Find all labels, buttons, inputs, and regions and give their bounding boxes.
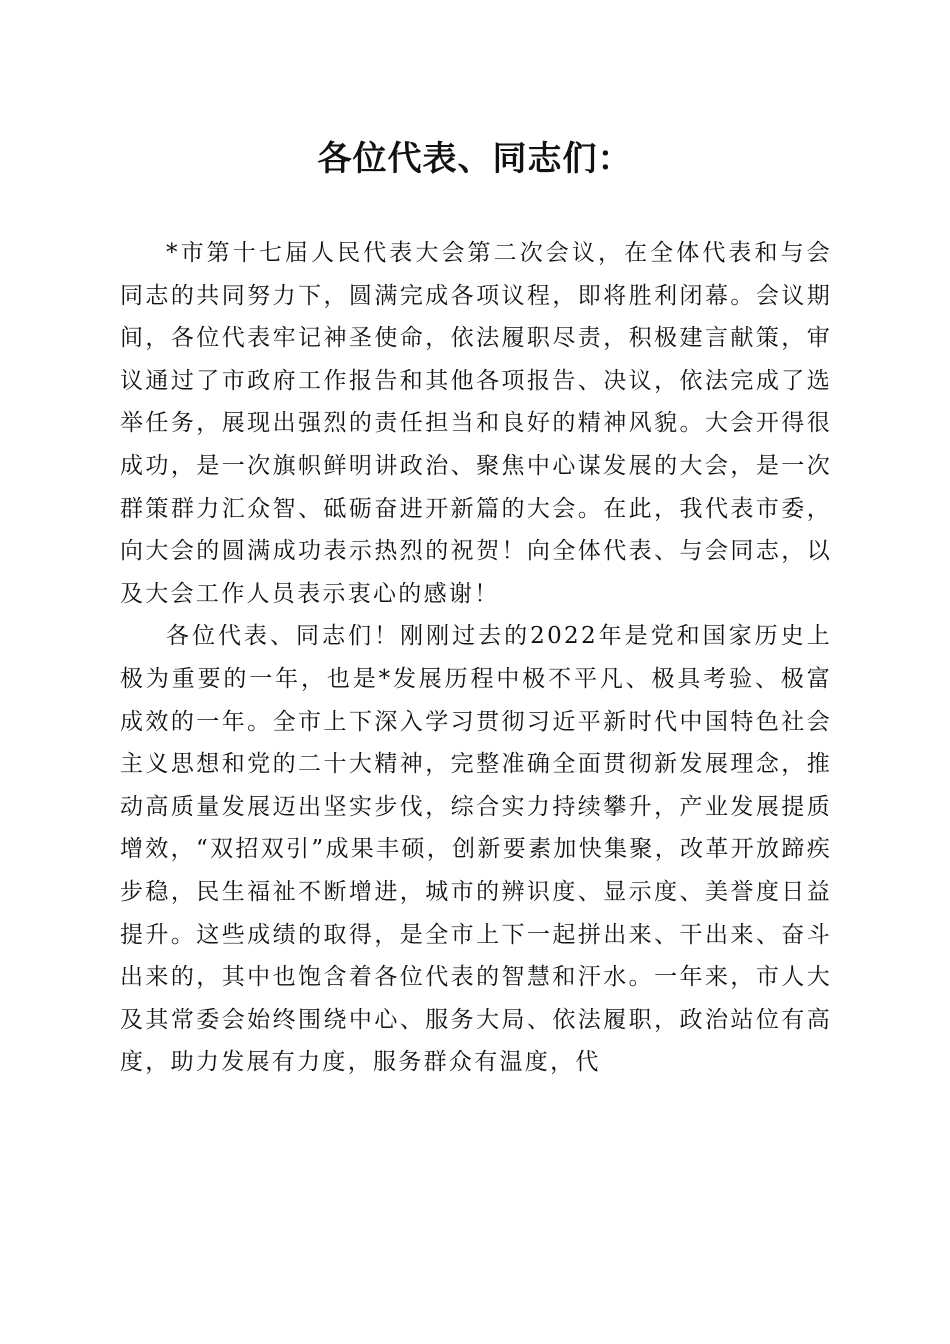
paragraph-2: 各位代表、同志们！刚刚过去的2022年是党和国家历史上极为重要的一年，也是*发展历程中极不平凡、极具考验、极富成效的一年。全市上下深入学习贯彻习近平新时代中国特色社会主义思想和党的二十大精神，完整准确全面贯彻新发展理念，推动高质量发展迈出坚实步伐，综合实力持续攀升，产业发展提质增效，“双招双引”成果丰硕，创新要素加快集聚，改革开放蹄疾步稳，民生福祉不断增进，城市的辨识度、显示度、美誉度日益提升。这些成绩的取得，是全市上下一起拼出来、干出来、奋斗出来的，其中也饱含着各位代表的智慧和汗水。一年来，市人大及其常委会始终围绕中心、服务大局、依法履职，政治站位有高度，助力发展有力度，服务群众有温度，代 bbox=[120, 623, 832, 1076]
document-title: 各位代表、同志们： bbox=[317, 139, 633, 179]
document-body bbox=[120, 232, 832, 1084]
paragraph-1: *市第十七届人民代表大会第二次会议，在全体代表和与会同志的共同努力下，圆满完成各项议程，即将胜利闭幕。会议期间，各位代表牢记神圣使命，依法履职尽责，积极建言献策，审议通过了市政府工作报告和其他各项报告、决议，依法完成了选举任务，展现出强烈的责任担当和良好的精神风貌。大会开得很成功，是一次旗帜鲜明讲政治、聚焦中心谋发展的大会，是一次群策群力汇众智、砥砺奋进开新篇的大会。在此，我代表市委，向大会的圆满成功表示热烈的祝贺！向全体代表、与会同志，以及大会工作人员表示衷心的感谢！ bbox=[120, 240, 832, 607]
